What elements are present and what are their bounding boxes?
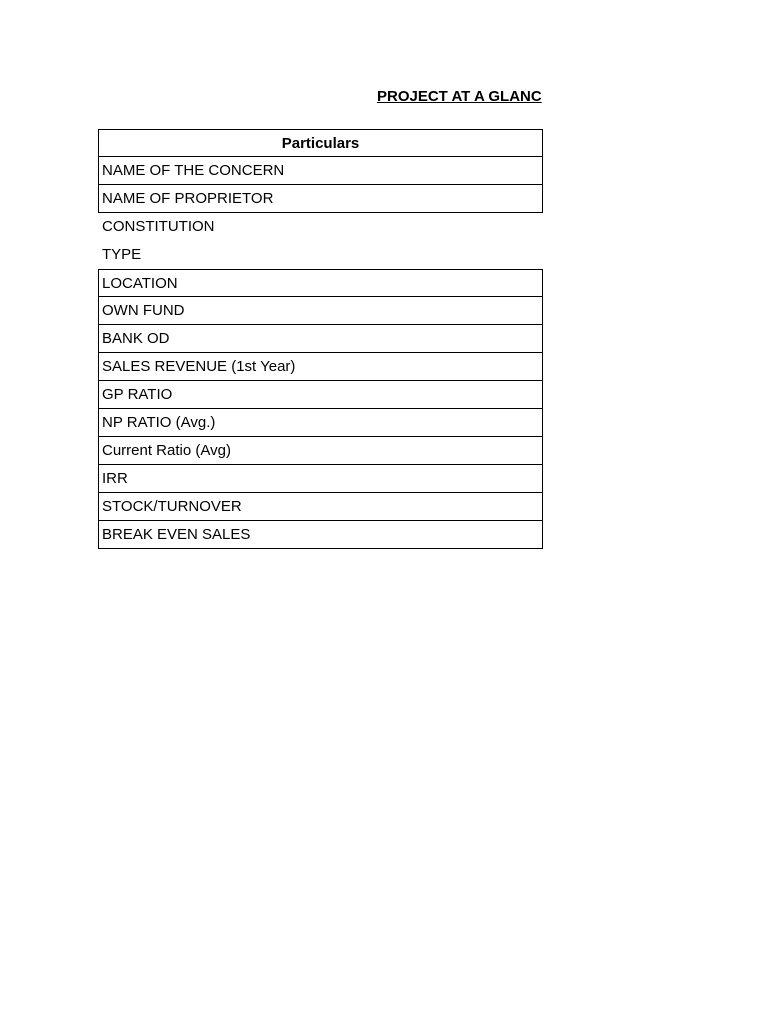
table-row: NP RATIO (Avg.) [98,409,543,437]
table-row: Current Ratio (Avg) [98,437,543,465]
table-row: NAME OF THE CONCERN [98,157,543,185]
particulars-table [98,129,543,549]
table-row: CONSTITUTION [102,218,215,235]
table-row: STOCK/TURNOVER [98,493,543,521]
table-row: OWN FUND [98,297,543,325]
table-row: IRR [98,465,543,493]
table-row: LOCATION [98,269,543,297]
table-row: GP RATIO [98,381,543,409]
table-header-particulars: Particulars [98,129,543,157]
page-title: PROJECT AT A GLANC [377,88,542,105]
title-container [377,86,543,110]
table-row: TYPE [102,246,142,263]
table-row: SALES REVENUE (1st Year) [98,353,543,381]
table-row: BANK OD [98,325,543,353]
table-row: BREAK EVEN SALES [98,521,543,549]
table-row: NAME OF PROPRIETOR [98,185,543,213]
